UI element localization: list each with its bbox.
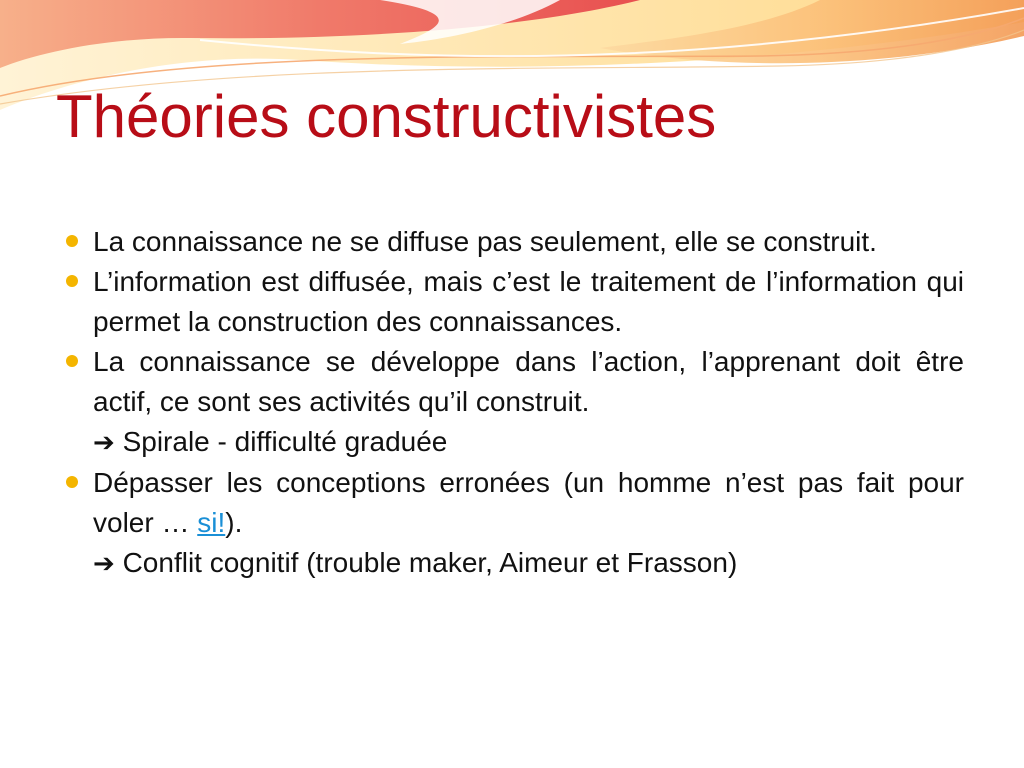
bullet-item bbox=[66, 342, 964, 463]
slide-title: Théories constructivistes bbox=[56, 83, 717, 150]
bullet-item bbox=[66, 463, 964, 584]
bullet-text: La connaissance ne se diffuse pas seulement, elle se construit. bbox=[93, 226, 877, 257]
bullet-text: La connaissance se développe dans l’action, l’apprenant doit être actif, ce sont ses activités qu’il construit. bbox=[93, 346, 964, 417]
arrow-right-icon: ➔ bbox=[93, 428, 115, 458]
bullet-text: Dépasser les conceptions erronées (un homme n’est pas fait pour voler … bbox=[93, 467, 964, 538]
bullet-text: L’information est diffusée, mais c’est le traitement de l’information qui permet la construction des connaissances. bbox=[93, 266, 964, 337]
bullet-dot-icon bbox=[66, 235, 78, 247]
bullet-item bbox=[66, 262, 964, 342]
subline-text: Spirale - difficulté graduée bbox=[122, 426, 448, 457]
si-link[interactable]: si! bbox=[197, 507, 226, 538]
bullet-subline bbox=[93, 422, 964, 463]
bullet-item bbox=[66, 222, 964, 262]
bullet-list bbox=[66, 222, 964, 584]
bullet-dot-icon bbox=[66, 476, 78, 488]
bullet-dot-icon bbox=[66, 355, 78, 367]
arrow-right-icon: ➔ bbox=[93, 549, 115, 579]
bullet-subline bbox=[93, 543, 964, 584]
bullet-dot-icon bbox=[66, 275, 78, 287]
subline-text: Conflit cognitif (trouble maker, Aimeur et Frasson) bbox=[122, 547, 738, 578]
bullet-text-end: ). bbox=[225, 507, 243, 538]
